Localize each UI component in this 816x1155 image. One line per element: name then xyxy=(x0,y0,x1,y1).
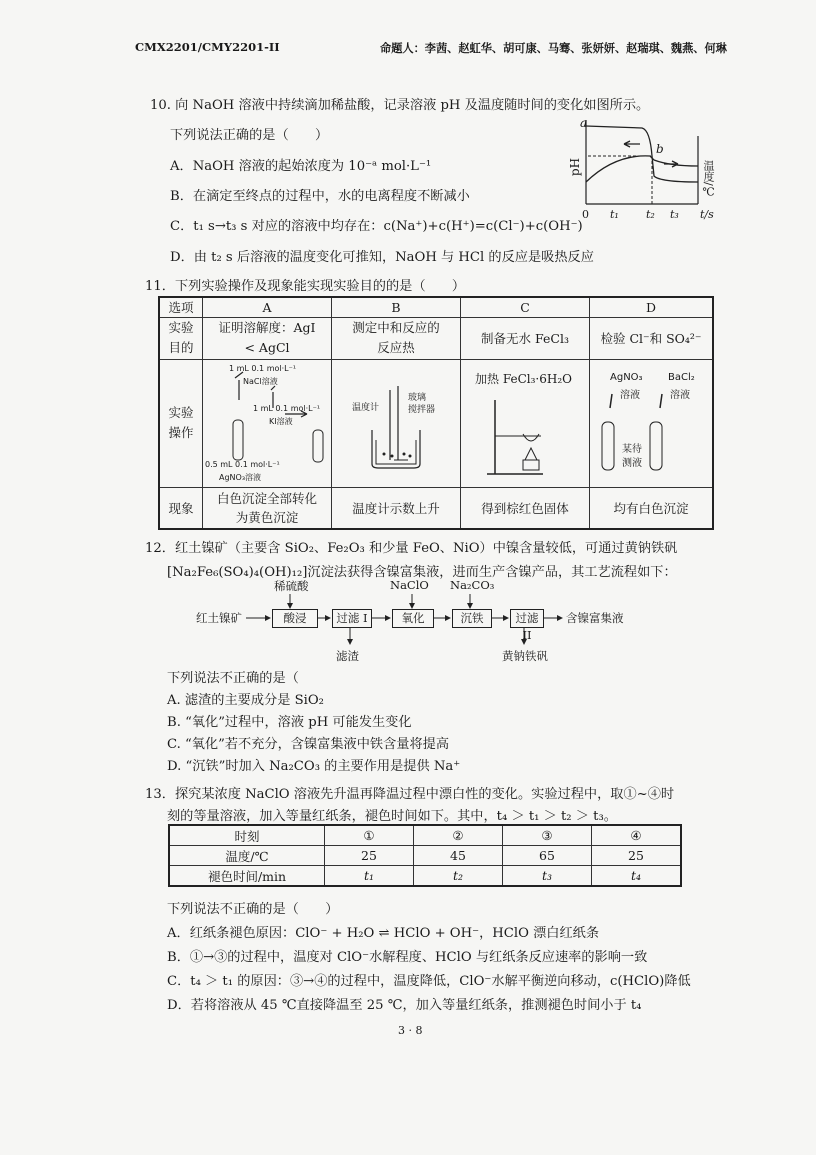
q13-fade-4: t₄ xyxy=(592,866,682,887)
q11-row-operation: 实验操作 xyxy=(159,359,203,487)
flow-acid: 稀硫酸 xyxy=(274,579,309,593)
q13-temp-2: 45 xyxy=(414,846,503,866)
q11-phenomenon-b: 温度计示数上升 xyxy=(332,487,461,529)
q11-phenomenon-c: 得到棕红色固体 xyxy=(461,487,590,529)
graph-t2: t₂ xyxy=(646,208,655,221)
q11-row-purpose: 实验目的 xyxy=(159,317,203,359)
flow-box-acid-leach: 酸浸 xyxy=(272,609,318,628)
q13-temp-label: 温度/℃ xyxy=(169,846,325,866)
q13-header-4: ④ xyxy=(592,825,682,846)
graph-label-b: b xyxy=(656,142,664,156)
q13-option-b: B．①→③的过程中，温度对 ClO⁻水解程度、HClO 与红纸条反应速率的影响一致 xyxy=(167,950,648,965)
q11-row-phenomenon: 现象 xyxy=(159,487,203,529)
graph-t3: t₃ xyxy=(670,208,679,221)
op-a-text5: 0.5 mL 0.1 mol·L⁻¹ xyxy=(205,460,280,469)
q13-header-1: ① xyxy=(325,825,414,846)
q13-fade-1: t₁ xyxy=(325,866,414,887)
q10-option-d: D．由 t₂ s 后溶液的温度变化可推知，NaOH 与 HCl 的反应是吸热反应 xyxy=(170,250,594,265)
q12-flowchart xyxy=(190,578,690,662)
q13-option-d: D．若将溶液从 45 ℃直接降温至 25 ℃，加入等量红纸条，推测褪色时间小于 t₄ xyxy=(167,998,642,1013)
q10-prompt: 下列说法正确的是（ ） xyxy=(170,128,329,143)
q11-table xyxy=(158,296,714,530)
q13-option-c: C．t₄ ＞ t₁ 的原因：③→④的过程中，温度降低，ClO⁻水解平衡逆向移动，c(HClO)降低 xyxy=(167,974,691,989)
exam-code: CMX2201/CMY2201-II xyxy=(135,40,280,54)
q13-header-2: ② xyxy=(414,825,503,846)
q12-option-a: A. 滤渣的主要成分是 SiO₂ xyxy=(167,693,324,708)
q10-option-b: B．在滴定至终点的过程中，水的电离程度不断减小 xyxy=(170,189,470,204)
graph-y-left: pH xyxy=(568,157,583,177)
q11-phenomenon-a: 白色沉淀全部转化为黄色沉淀 xyxy=(203,487,332,529)
op-a-text2: NaCl溶液 xyxy=(243,377,278,386)
flow-start: 红土镍矿 xyxy=(196,611,242,625)
q11-col-b: B xyxy=(332,297,461,317)
graph-x-unit: t/s xyxy=(700,208,714,221)
q11-col-header: 选项 xyxy=(159,297,203,317)
op-a-text3: 1 mL 0.1 mol·L⁻¹ xyxy=(253,404,321,413)
flow-na2co3: Na₂CO₃ xyxy=(450,578,495,592)
q13-fade-3: t₃ xyxy=(503,866,592,887)
q12-option-b: B. “氧化”过程中，溶液 pH 可能发生变化 xyxy=(167,715,412,730)
q11-phenomenon-d: 均有白色沉淀 xyxy=(590,487,714,529)
op-d-reagent-2: BaCl₂ xyxy=(668,372,695,383)
q13-temp-3: 65 xyxy=(503,846,592,866)
q13-header-3: ③ xyxy=(503,825,592,846)
q12-stem-2: [Na₂Fe₆(SO₄)₄(OH)₁₂]沉淀法获得含镍富集液，进而生产含镍产品，其工艺流程如下： xyxy=(167,565,677,580)
op-a-text6: AgNO₃溶液 xyxy=(219,473,262,482)
q13-table xyxy=(168,824,682,887)
q13-stem-1: 13．探究某浓度 NaClO 溶液先升温再降温过程中漂白性的变化。实验过程中，取①~④时 xyxy=(145,787,675,802)
op-c-text: 加热 FeCl₃·6H₂O xyxy=(475,372,572,386)
op-d-sample-1: 某待 xyxy=(622,444,642,455)
graph-t1: t₁ xyxy=(610,208,619,221)
q11-operation-d xyxy=(590,359,714,487)
flow-box-filter-2: 过滤 II xyxy=(510,609,544,628)
q11-stem: 11．下列实验操作及现象能实现实验目的的是（ ） xyxy=(145,279,466,294)
op-d-reagent-2b: 溶液 xyxy=(670,390,690,401)
q13-fade-2: t₂ xyxy=(414,866,503,887)
q11-operation-c xyxy=(461,359,590,487)
q10-stem: 10. 向 NaOH 溶液中持续滴加稀盐酸，记录溶液 pH 及温度随时间的变化如图所示。 xyxy=(150,98,650,113)
q12-prompt: 下列说法不正确的是（ xyxy=(167,671,299,686)
q11-col-d: D xyxy=(590,297,714,317)
q11-col-a: A xyxy=(203,297,332,317)
q11-purpose-a: 证明溶解度：AgI < AgCl xyxy=(203,317,332,359)
flow-box-filter-1: 过滤 I xyxy=(332,609,372,628)
flow-jarosite: 黄钠铁矾 xyxy=(502,649,548,663)
q13-stem-2: 刻的等量溶液，加入等量红纸条，褪色时间如下。其中，t₄ ＞ t₁ ＞ t₂ ＞ t₃。 xyxy=(167,809,617,824)
q10-option-a: A．NaOH 溶液的起始浓度为 10⁻ᵃ mol·L⁻¹ xyxy=(170,159,432,174)
flow-box-oxidation: 氧化 xyxy=(392,609,434,628)
q11-col-c: C xyxy=(461,297,590,317)
flow-box-iron-removal: 沉铁 xyxy=(452,609,492,628)
op-d-reagent-1: AgNO₃ xyxy=(610,372,643,383)
q13-temp-1: 25 xyxy=(325,846,414,866)
flow-naclo: NaClO xyxy=(390,578,429,592)
q11-purpose-b: 测定中和反应的反应热 xyxy=(332,317,461,359)
q11-operation-b xyxy=(332,359,461,487)
q12-option-d: D. “沉铁”时加入 Na₂CO₃ 的主要作用是提供 Na⁺ xyxy=(167,759,461,774)
op-b-stirrer-2: 搅拌器 xyxy=(408,405,436,415)
op-b-stirrer-1: 玻璃 xyxy=(408,393,427,403)
op-d-reagent-1b: 溶液 xyxy=(620,390,640,401)
q11-operation-a xyxy=(203,359,332,487)
q13-prompt: 下列说法不正确的是（ ） xyxy=(167,902,339,917)
op-a-text4: KI溶液 xyxy=(269,417,293,426)
q10-option-c: C．t₁ s→t₃ s 对应的溶液中均存在：c(Na⁺)+c(H⁺)=c(Cl⁻)+c(OH⁻) xyxy=(170,219,583,234)
q13-header-time: 时刻 xyxy=(169,825,325,846)
q11-purpose-c: 制备无水 FeCl₃ xyxy=(461,317,590,359)
q12-option-c: C. “氧化”若不充分，含镍富集液中铁含量将提高 xyxy=(167,737,450,752)
author-list: 命题人：李茜、赵虹华、胡可康、马骞、张妍妍、赵瑞琪、魏燕、何琳 xyxy=(380,41,727,55)
flow-residue: 滤渣 xyxy=(336,649,359,663)
graph-origin: 0 xyxy=(582,208,589,221)
q10-graph xyxy=(560,116,720,226)
page-number: 3 · 8 xyxy=(398,1024,423,1037)
graph-label-a: a xyxy=(580,116,588,130)
q12-stem-1: 12．红土镍矿（主要含 SiO₂、Fe₂O₃ 和少量 FeO、NiO）中镍含量较低，可通过黄钠铁矾 xyxy=(145,541,678,556)
op-a-text1: 1 mL 0.1 mol·L⁻¹ xyxy=(229,364,297,373)
graph-y-right: 温度/℃ xyxy=(702,160,715,199)
q13-temp-4: 25 xyxy=(592,846,682,866)
op-b-thermometer: 温度计 xyxy=(352,403,380,413)
flow-product: 含镍富集液 xyxy=(566,611,624,625)
q13-option-a: A．红纸条褪色原因：ClO⁻ + H₂O ⇌ HClO + OH⁻，HClO 漂白红纸条 xyxy=(167,926,600,941)
op-d-sample-2: 测液 xyxy=(622,458,642,469)
q13-fade-label: 褪色时间/min xyxy=(169,866,325,887)
q11-purpose-d: 检验 Cl⁻和 SO₄²⁻ xyxy=(590,317,714,359)
